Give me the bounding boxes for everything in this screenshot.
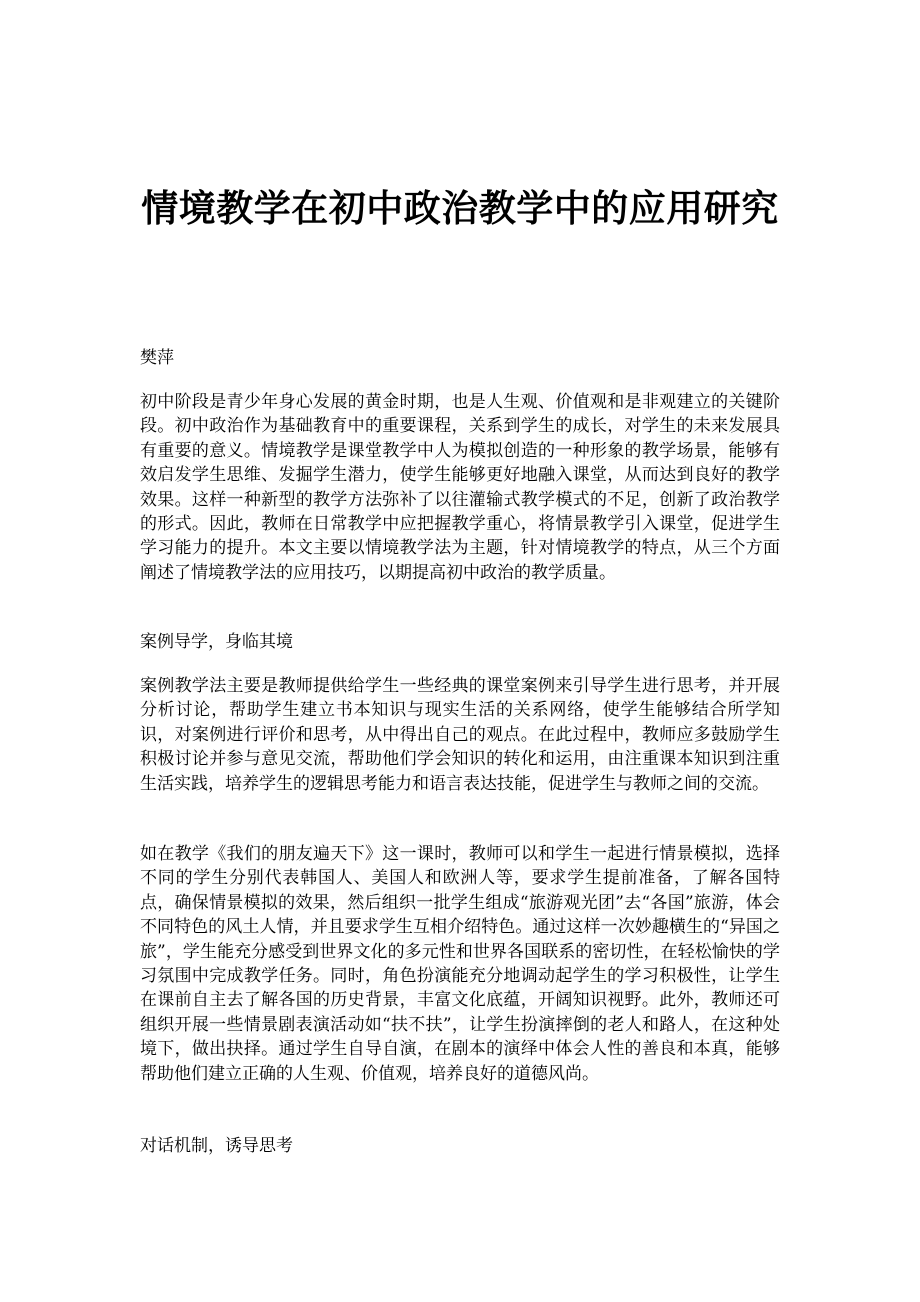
page-title: 情境教学在初中政治教学中的应用研究 — [141, 186, 779, 230]
author-name: 樊萍 — [140, 348, 174, 368]
paragraph-example: 如在教学《我们的朋友遍天下》这一课时，教师可以和学生一起进行情景模拟，选择不同的学生分别代表韩国人、美国人和欧洲人等，要求学生提前准备，了解各国特点，确保情景模拟的效果，然后组织一批学生组成“旅游观光团”去“各国”旅游，体会不同特色的风土人情，并且要求学生互相介绍特色。通过这样一次妙趣横生的“异国之旅”，学生能充分感受到世界文化的多元性和世界各国联系的密切性，在轻松愉快的学习氛围中完成教学任务。同时，角色扮演能充分地调动起学生的学习积极性，让学生在课前自主去了解各国的历史背景，丰富文化底蕴，开阔知识视野。此外，教师还可组织开展一些情景剧表演活动如“扶不扶”，让学生扮演摔倒的老人和路人，在这种处境下，做出抉择。通过学生自导自演，在剧本的演绎中体会人性的善良和本真，能够帮助他们建立正确的人生观、价值观，培养良好的道德风尚。 — [140, 844, 780, 1084]
paragraph-intro: 初中阶段是青少年身心发展的黄金时期，也是人生观、价值观和是非观建立的关键阶段。初中政治作为基础教育中的重要课程，关系到学生的成长，对学生的未来发展具有重要的意义。情境教学是课堂教学中人为模拟创造的一种形象的教学场景，能够有效启发学生思维、发掘学生潜力，使学生能够更好地融入课堂，从而达到良好的教学效果。这样一种新型的教学方法弥补了以往灌输式教学模式的不足，创新了政治教学的形式。因此，教师在日常教学中应把握教学重心，将情景教学引入课堂，促进学生学习能力的提升。本文主要以情境教学法为主题，针对情境教学的特点，从三个方面阐述了情境教学法的应用技巧，以期提高初中政治的教学质量。 — [140, 392, 780, 583]
section-heading-dialogue: 对话机制，诱导思考 — [140, 1136, 293, 1156]
section-heading-case-teaching: 案例导学，身临其境 — [140, 632, 293, 652]
paragraph-case-teaching: 案例教学法主要是教师提供给学生一些经典的课堂案例来引导学生进行思考，并开展分析讨论，帮助学生建立书本知识与现实生活的关系网络，使学生能够结合所学知识，对案例进行评价和思考，从中得出自己的观点。在此过程中，教师应多鼓励学生积极讨论并参与意见交流，帮助他们学会知识的转化和运用，由注重课本知识到注重生活实践，培养学生的逻辑思考能力和语言表达技能，促进学生与教师之间的交流。 — [140, 676, 780, 794]
